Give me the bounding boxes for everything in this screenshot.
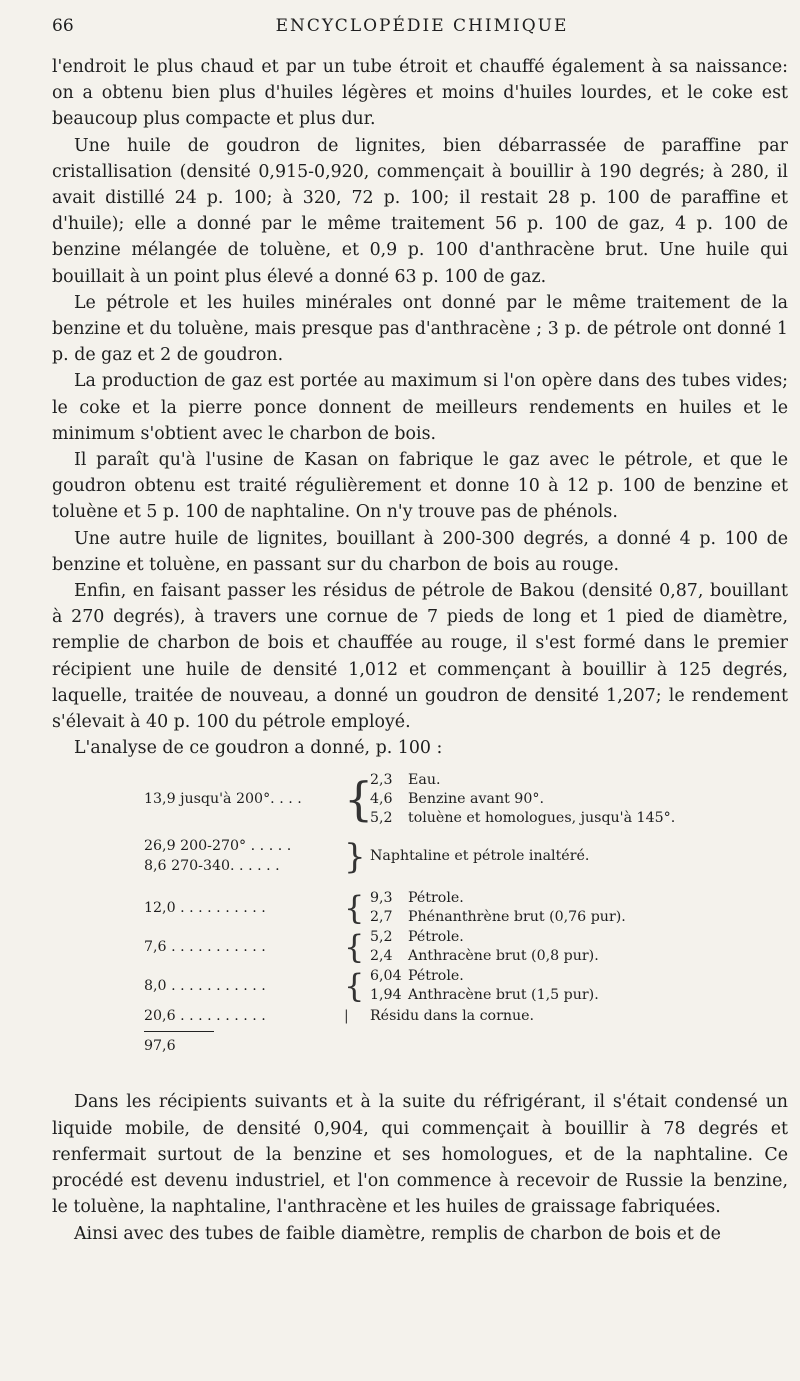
brace: { (344, 928, 365, 967)
paragraph: La production de gaz est portée au maximum si l'on opère dans des tubes vides; le coke et la pierre ponce donnent de meilleurs rendements en huiles et le minimum s'obtient avec le charbon de bois. (52, 371, 788, 444)
page-header (52, 16, 792, 42)
group-label: 13,9 jusqu'à 200°. . . . (144, 791, 302, 808)
paragraph: Enfin, en faisant passer les résidus de pétrole de Bakou (densité 0,87, bouillant à 270 degrés), à travers une cornue de 7 pieds de long et 1 pied de diamètre, remplie de charbon de bois et chauffée au rouge, il s'est formé dans le premier récipient une huile de densité 1,012 et commençant à bouillir à 125 degrés, laquelle, traitée de nouveau, a donné un goudron de densité 1,207; le rendement s'élevait à 40 p. 100 du pétrole employé. (52, 581, 788, 733)
paragraph: L'analyse de ce goudron a donné, p. 100 : (74, 738, 443, 759)
paragraph: Une autre huile de lignites, bouillant à 200-300 degrés, a donné 4 p. 100 de benzine et toluène, en passant sur du charbon de bois au rouge. (52, 528, 788, 575)
paragraph: Ainsi avec des tubes de faible diamètre, remplis de charbon de bois et de (74, 1223, 721, 1244)
table-row: 2,4 Anthracène brut (0,8 pur). (370, 948, 599, 965)
table-row: 5,2 Pétrole. (370, 929, 464, 946)
table-row: 4,6 Benzine avant 90°. (370, 791, 544, 808)
paragraph: Il paraît qu'à l'usine de Kasan on fabrique le gaz avec le pétrole, et que le goudron obtenu est traité régulièrement et donne 10 à 12 p. 100 de benzine et toluène et 5 p. 100 de naphtaline. On n'y trouve pas de phénols. (52, 450, 788, 523)
group-label: 26,9 200-270° . . . . . (144, 838, 292, 855)
table-row: 2,3 Eau. (370, 772, 441, 789)
group-label: 8,6 270-340. . . . . . (144, 858, 280, 875)
paragraph: l'endroit le plus chaud et par un tube étroit et chauffé également à sa naissance: on a obtenu bien plus d'huiles légères et moins d'huiles lourdes, et le coke est beaucoup plus compacte et plus dur. (52, 57, 788, 130)
table-row: 6,04 Pétrole. (370, 968, 464, 985)
body-text (52, 54, 788, 1247)
brace: | (344, 1008, 349, 1025)
table-row: 2,7 Phénanthrène brut (0,76 pur). (370, 909, 626, 926)
table-group (52, 1007, 788, 1027)
paragraph: Le pétrole et les huiles minérales ont donné par le même traitement de la benzine et du toluène, mais presque pas d'anthracène ; 3 p. de pétrole ont donné 1 p. de gaz et 2 de goudron. (52, 292, 788, 366)
table-group (52, 967, 788, 1005)
group-label: 8,0 . . . . . . . . . . . (144, 978, 266, 995)
table-row: 1,94 Anthracène brut (1,5 pur). (370, 987, 599, 1004)
table-group (52, 771, 788, 828)
table-row: 9,3 Pétrole. (370, 890, 464, 907)
group-label: 20,6 . . . . . . . . . . (144, 1008, 266, 1025)
table-total: 97,6 (144, 1038, 176, 1055)
brace: { (344, 772, 374, 827)
brace: } (344, 837, 366, 878)
table-group (52, 837, 788, 879)
brace: { (344, 889, 365, 928)
page-number: 66 (52, 16, 74, 36)
group-label: 12,0 . . . . . . . . . . (144, 900, 266, 917)
sum-rule (144, 1031, 214, 1032)
paragraph: Dans les récipients suivants et à la suite du réfrigérant, il s'était condensé un liquide mobile, de densité 0,904, qui commençait à bouillir à 78 degrés et renfermait surtout de la benzine et ses homologues, et de la naphtaline. Ce procédé est devenu industriel, et l'on commence à recevoir de Russie la benzine, le toluène, la naphtaline, l'anthracène et les huiles de graissage fabriquées. (52, 1092, 788, 1218)
paragraph: Une huile de goudron de lignites, bien débarrassée de paraffine par cristallisation (densité 0,915-0,920, commençait à bouillir à 190 degrés; à 280, il avait distillé 24 p. 100; à 320, 72 p. 100; il restait 28 p. 100 de paraffine et d'huile); elle a donné par le même traitement 56 p. 100 de gaz, 4 p. 100 de benzine mélangée de toluène, et 0,9 p. 100 d'anthracène brut. Une huile qui bouillait à un point plus élevé a donné 63 p. 100 de gaz. (52, 135, 788, 287)
group-label: 7,6 . . . . . . . . . . . (144, 939, 266, 956)
brace: { (344, 967, 365, 1006)
table-row: Résidu dans la cornue. (370, 1008, 535, 1025)
table-group (52, 928, 788, 966)
table-row: 5,2 toluène et homologues, jusqu'à 145°. (370, 810, 676, 827)
table-group (52, 889, 788, 927)
running-title: ENCYCLOPÉDIE CHIMIQUE (275, 16, 569, 36)
analysis-table (52, 765, 788, 1083)
table-row: Naphtaline et pétrole inaltéré. (370, 848, 590, 865)
